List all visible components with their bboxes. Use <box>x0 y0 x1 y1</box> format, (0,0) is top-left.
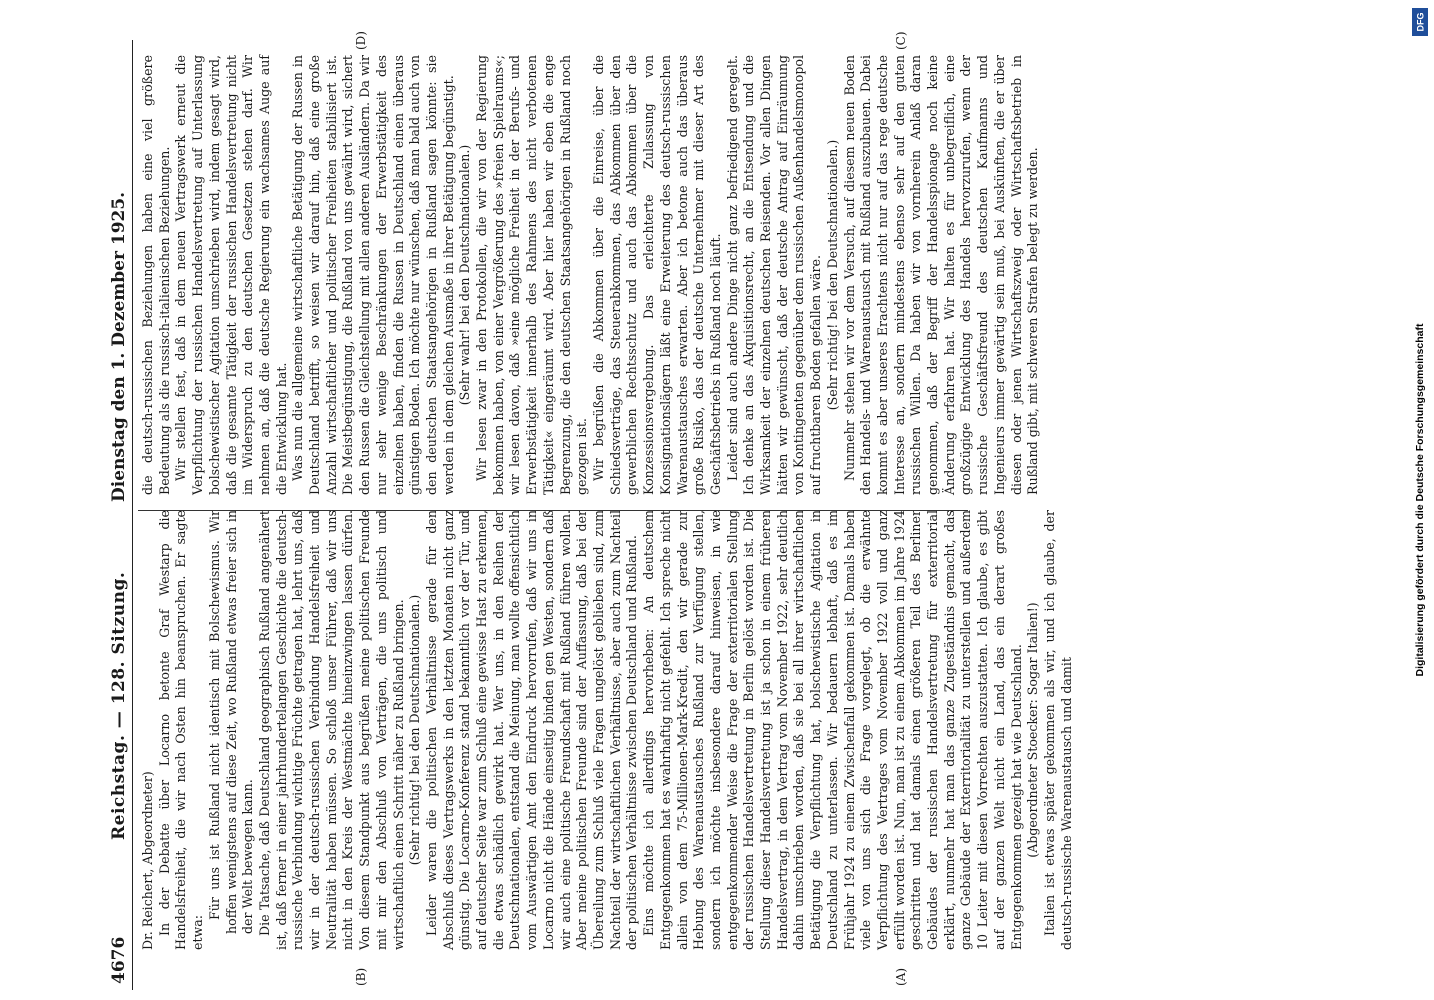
page-header <box>106 40 132 990</box>
paragraph: Die Tatsache, daß Deutschland geographisch Rußland angenähert ist, daß ferner in einer jahrhundertelangen Geschichte die deutsch-russische Verbindung wichtige Früchte getragen hat, lehrt uns, daß wir in der deutsch-russischen Verbindung Handelsfreiheit und Neutralität haben müssen. So schloß unser Führer, daß wir uns nicht in den Kreis der Westmächte hineinzwingen lassen dürfen. Von diesem Standpunkt aus begrüßen meine politischen Freunde mit mir den Abschluß von Verträgen, die uns politisch und wirtschaftlich einen Schritt näher zu Rußland bringen. <box>256 510 406 950</box>
margin-marker-b: (B) <box>354 967 368 986</box>
interjection: (Sehr wahr! bei den Deutschnationalen.) <box>457 144 473 406</box>
paragraph: Wir begrüßen die Abkommen über die Einreise, über die Schiedsverträge, das Steuerabkommen, das Abkommen über den gewerblichen Rechtsschutz und auch das Abkommen über die Konzessionsvergebung. Das erleichterte Zulassung von Konsignationslägern läßt eine Erweiterung des deutsch-russischen Warenaustausches erwarten. Aber ich betone auch das überaus große Risiko, das der deutsche Unternehmer mit dieser Art des Geschäftsbetriebs in Rußland noch läuft. <box>590 55 723 495</box>
column-divider <box>138 510 968 511</box>
header-date-title: Dienstag den 1. Dezember 1925. <box>109 191 129 502</box>
digitization-credit: Digitalisierung gefördert durch die Deutsche Forschungsgemeinschaft <box>1414 323 1426 677</box>
header-rule <box>132 40 133 990</box>
text-column-right <box>140 55 1041 495</box>
dfg-logo <box>1412 8 1428 36</box>
speaker-line: Dr. Reichert, Abgeordneter) <box>140 771 155 950</box>
interjection: (Abgeordneter Stoecker: Sogar Italien!) <box>1025 602 1041 858</box>
paragraph: Was nun die allgemeine wirtschaftliche Betätigung der Russen in Deutschland betrifft, so weisen wir darauf hin, daß eine große Anzahl wirtschaftlicher und politischer Freiheiten stabilisiert ist. Die Meistbegünstigung, die Rußland von uns gewährt wird, sichert den Russen die Gleichstellung mit allen anderen Ausländern. Da wir nur sehr wenige Beschränkungen der Erwerbstätigkeit des einzelnen haben, finden die Russen in Deutschland einen überaus günstigen Boden. Ich möchte nur wünschen, daß man bald auch von den deutschen Staatsangehörigen in Rußland sagen könnte: sie werden in dem gleichen Ausmaße in ihrer Betätigung begünstigt. <box>290 55 456 495</box>
paragraph: Leider sind auch andere Dinge nicht ganz befriedigend geregelt. Ich denke an das Akquisitionsrecht, an die Entsendung und die Wirksamkeit der einzelnen deutschen Reisenden. Vor allen Dingen hätten wir gewünscht, daß der deutsche Antrag auf Einräumung von Kontingenten gegenüber dem russischen Außenhandelsmonopol auf fruchtbaren Boden gefallen wäre. <box>724 55 824 495</box>
dfg-logo-text: DFG <box>1415 12 1425 32</box>
paragraph: Leider waren die politischen Verhältnisse gerade für den Abschluß dieses Vertragswerks in den letzten Monaten nicht ganz günstig. Die Locarno-Konferenz stand bekanntlich vor der Tür, und auf deutscher Seite war zum Schluß eine gewisse Hast zu erkennen, die etwas schädlich gewirkt hat. Wer uns, in den Reihen der Deutschnationalen, entstand die Meinung, man wollte offensichtlich vom Auswärtigen Amt den Eindruck hervorrufen, daß wir uns in Locarno nicht die Hände einseitig binden gen Westen, sondern daß wir auch eine politische Freundschaft mit Rußland führen wollen. Aber meine politischen Freunde sind der Auffassung, daß bei der Übereilung zum Schluß viele Fragen ungelöst geblieben sind, zum Nachteil der wirtschaftlichen Verhältnisse, aber auch zum Nachteil der politischen Verhältnisse zwischen Deutschland und Rußland. <box>423 510 640 950</box>
interjection: (Sehr richtig! bei den Deutschnationalen.) <box>824 139 840 411</box>
paragraph: Eins möchte ich allerdings hervorheben: An deutschem Entgegenkommen hat es wahrhaftig nicht gefehlt. Ich spreche nicht allein von dem 75-Millionen-Mark-Kredit, den wir gerade zur Hebung des Warenaustausches Rußland zur Verfügung stellen, sondern ich möchte insbesondere darauf hinweisen, in wie entgegenkommender Weise die Frage der exterritorialen Stellung der russischen Handelsvertretung in Berlin gelöst worden ist. Die Stellung dieser Handelsvertretung ist ja schon in einem früheren Handelsvertrag, in dem Vertrag vom November 1922, sehr deutlich dahin umschrieben worden, daß sie bei all ihrer wirtschaftlichen Betätigung die Verpflichtung hat, bolschewistische Agitation in Deutschland zu unterlassen. Wir bedauern lebhaft, daß es im Frühjahr 1924 zu einem Zwischenfall gekommen ist. Damals haben viele von uns sich die Frage vorgelegt, ob die erwähnte Verpflichtung des Vertrages vom November 1922 voll und ganz erfüllt worden ist. Nun, man ist zu einem Abkommen im Jahre 1924 geschritten und hat damals einen größeren Teil des Berliner Gebäudes der russischen Handelsvertretung für exterritorial erklärt, nunmehr hat man das ganze Zugeständnis gemacht, das ganze Gebäude der Exterritorialität zu unterstellen und außerdem 10 Leiter mit diesen Vorrechten auszustatten. Ich glaube, es gibt auf der ganzen Welt nicht ein Land, das ein derart großes Entgegenkommen gezeigt hat wie Deutschland. <box>641 510 1024 950</box>
rotated-document-page <box>14 30 1424 990</box>
text-column-left <box>140 510 1074 950</box>
margin-marker-a: (A) <box>894 967 908 986</box>
paragraph: Wir stellen fest, daß in dem neuen Vertragswerk erneut die Verpflichtung der russischen Handelsvertretung auf Unterlassung bolschewistischer Agitation umschrieben wird, indem gesagt wird, daß die gesamte Tätigkeit der russischen Handelsvertretung nicht im Widerspruch zu den deutschen Gesetzen stehen darf. Wir nehmen an, daß die deutsche Regierung ein wachsames Auge auf die Entwicklung hat. <box>173 55 289 495</box>
page-number: 4676 <box>109 936 129 984</box>
paragraph: Nunmehr stehen wir vor dem Versuch, auf diesem neuen Boden den Handels- und Warenaustausch mit Rußland auszubauen. Dabei kommt es aber unseres Erachtens nicht nur auf das rege deutsche Interesse an, sondern mindestens ebenso sehr auf den guten russischen Willen. Da haben wir von vornherein Anlaß daran genommen, daß der Begriff der Handelsspionage noch keine Änderung erfahren hat. Wir halten es für unbegreiflich, eine großzügige Entwicklung des Handels hervorzurufen, wenn der russische Geschäftsfreund des deutschen Kaufmanns und Ingenieurs immer gewärtig sein muß, bei Auskünften, die er über diesen oder jenen Wirtschaftszweig oder Wirtschaftsbetrieb in Rußland gibt, mit schweren Strafen belegt zu werden. <box>841 55 1041 495</box>
margin-marker-d: (D) <box>354 31 368 50</box>
header-session-title: Reichstag. — 128. Sitzung. <box>109 571 129 840</box>
paragraph: die deutsch-russischen Beziehungen haben eine viel größere Bedeutung als die russisch-italienischen Beziehungen. <box>140 55 172 495</box>
interjection: (Sehr richtig! bei den Deutschnationalen.) <box>407 594 423 866</box>
paragraph: Italien ist etwas später gekommen als wir, und ich glaube, der deutsch-russische Warenaustausch und damit <box>1041 510 1074 950</box>
paragraph: In der Debatte über Locarno betonte Graf Westarp die Handelsfreiheit, die wir nach Osten hin beanspruchen. Er sagte etwa: <box>156 510 206 950</box>
margin-marker-c: (C) <box>894 31 908 50</box>
paragraph: Wir lesen zwar in den Protokollen, die wir von der Regierung bekommen haben, von einer Vergrößerung des »freien Spielraums«; wir lesen davon, daß »eine mögliche Freiheit in der Berufs- und Erwerbstätigkeit innerhalb des Rahmens des nicht verbotenen Tätigkeit« eingeräumt wird. Aber hier haben wir eben die enge Begrenzung, die den deutschen Staatsangehörigen in Rußland noch gezogen ist. <box>474 55 590 495</box>
quotation: Für uns ist Rußland nicht identisch mit Bolschewismus. Wir hoffen wenigstens auf diese Zeit, wo Rußland etwas freier sich in der Welt bewegen kann. <box>206 510 256 934</box>
